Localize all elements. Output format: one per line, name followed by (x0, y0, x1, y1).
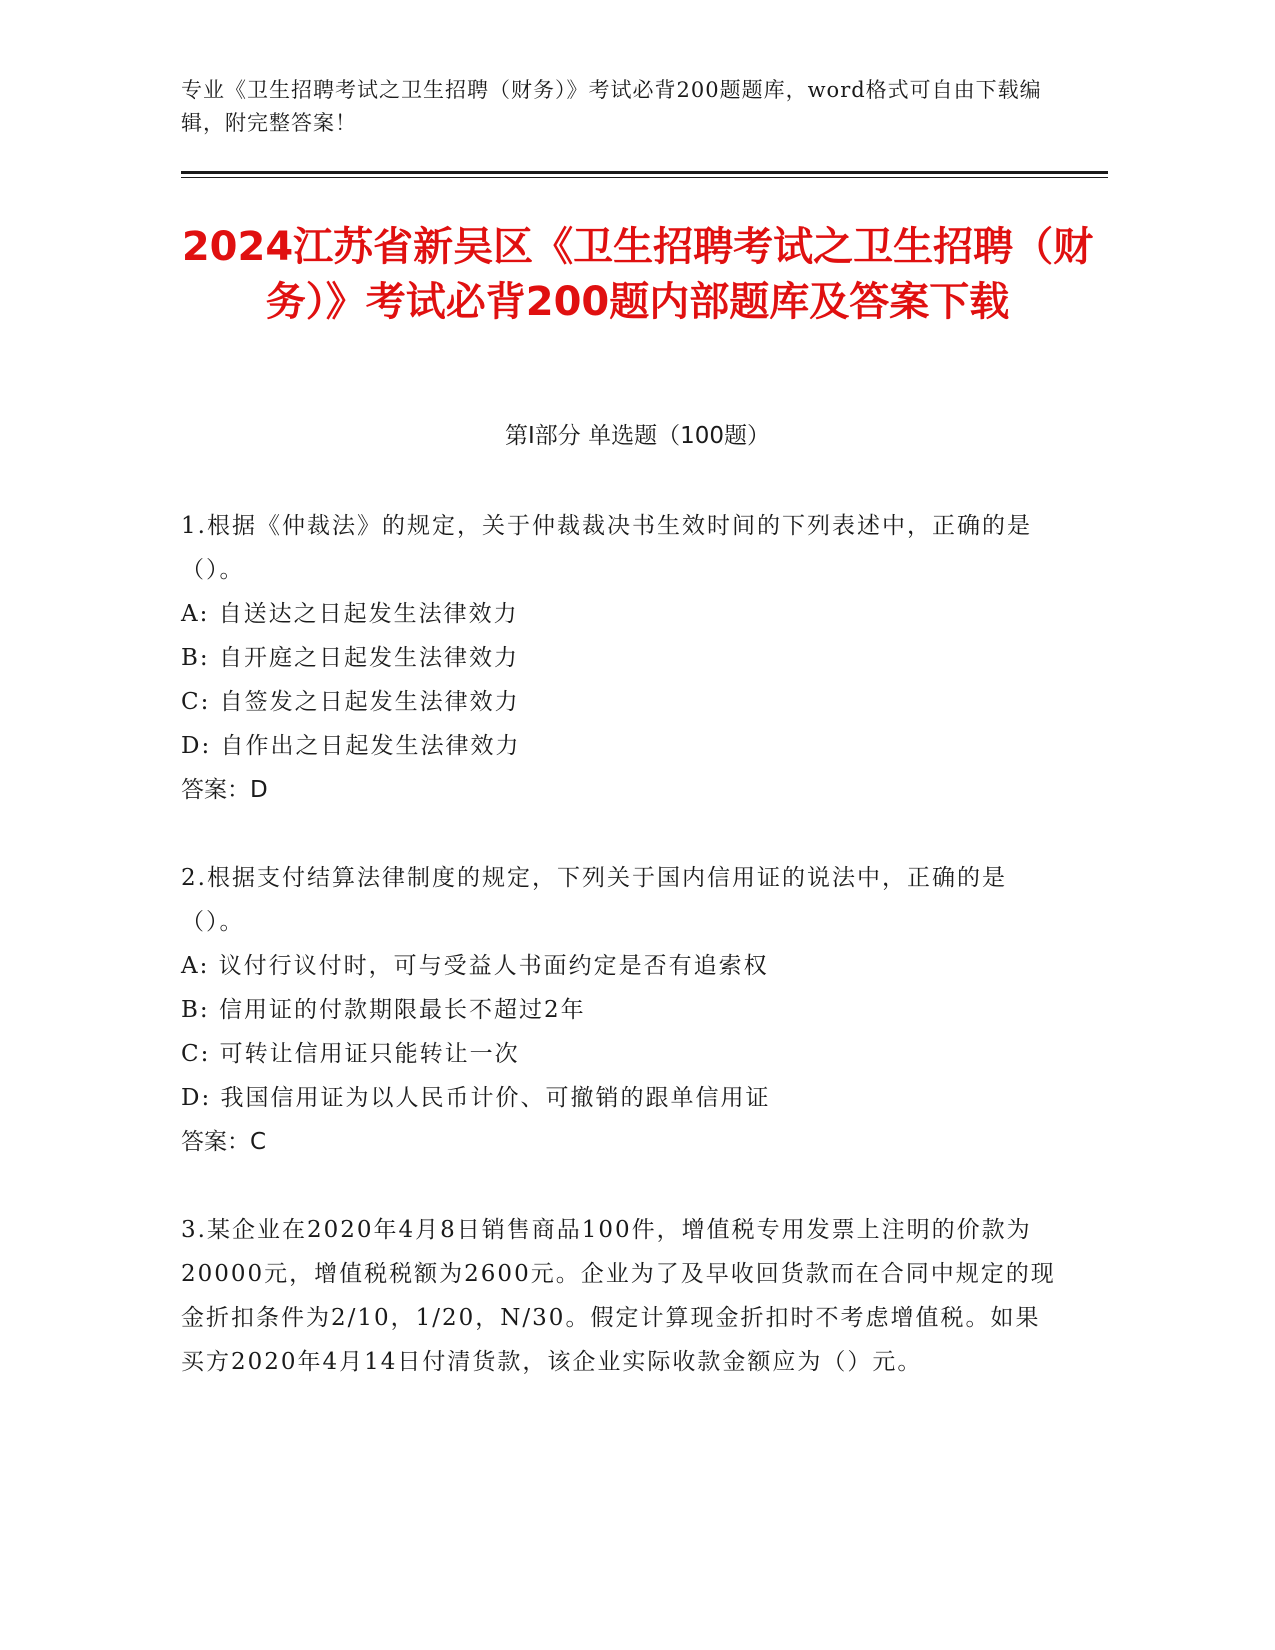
question-stem: 3.某企业在2020年4月8日销售商品100件，增值税专用发票上注明的价款为20000元，增值税税额为2600元。企业为了及早收回货款而在合同中规定的现金折扣条件为2/10，1/20，N/30。假定计算现金折扣时不考虑增值税。如果买方2020年4月14日付清货款，该企业实际收款金额应为（）元。 (181, 1217, 1056, 1375)
section-heading: 第I部分 单选题（100题） (505, 423, 770, 449)
question-stem: 2.根据支付结算法律制度的规定，下列关于国内信用证的说法中，正确的是（）。 (181, 865, 1007, 935)
option-a: A: 议付行议付时，可与受益人书面约定是否有追索权 (181, 953, 769, 979)
header-note: 专业《卫生招聘考试之卫生招聘（财务）》考试必背200题题库，word格式可自由下载编辑，附完整答案！ (181, 78, 1042, 135)
question-3 (181, 1208, 1061, 1384)
option-c: C: 自签发之日起发生法律效力 (181, 689, 520, 715)
document-title: 2024江苏省新吴区《卫生招聘考试之卫生招聘（财务）》考试必背200题内部题库及答案下载 (181, 224, 1094, 325)
option-b: B: 自开庭之日起发生法律效力 (181, 645, 519, 671)
answer: 答案：C (181, 1129, 267, 1155)
question-list (181, 504, 1061, 1428)
divider-thin (181, 177, 1108, 178)
option-c: C: 可转让信用证只能转让一次 (181, 1041, 520, 1067)
question-stem: 1.根据《仲裁法》的规定，关于仲裁裁决书生效时间的下列表述中，正确的是（）。 (181, 513, 1032, 583)
option-d: D: 自作出之日起发生法律效力 (181, 733, 521, 759)
option-d: D: 我国信用证为以人民币计价、可撤销的跟单信用证 (181, 1085, 771, 1111)
question-2 (181, 856, 1061, 1164)
option-b: B: 信用证的付款期限最长不超过2年 (181, 997, 586, 1023)
divider-thick (181, 171, 1108, 174)
question-1 (181, 504, 1061, 812)
answer: 答案：D (181, 777, 268, 803)
option-a: A: 自送达之日起发生法律效力 (181, 601, 519, 627)
